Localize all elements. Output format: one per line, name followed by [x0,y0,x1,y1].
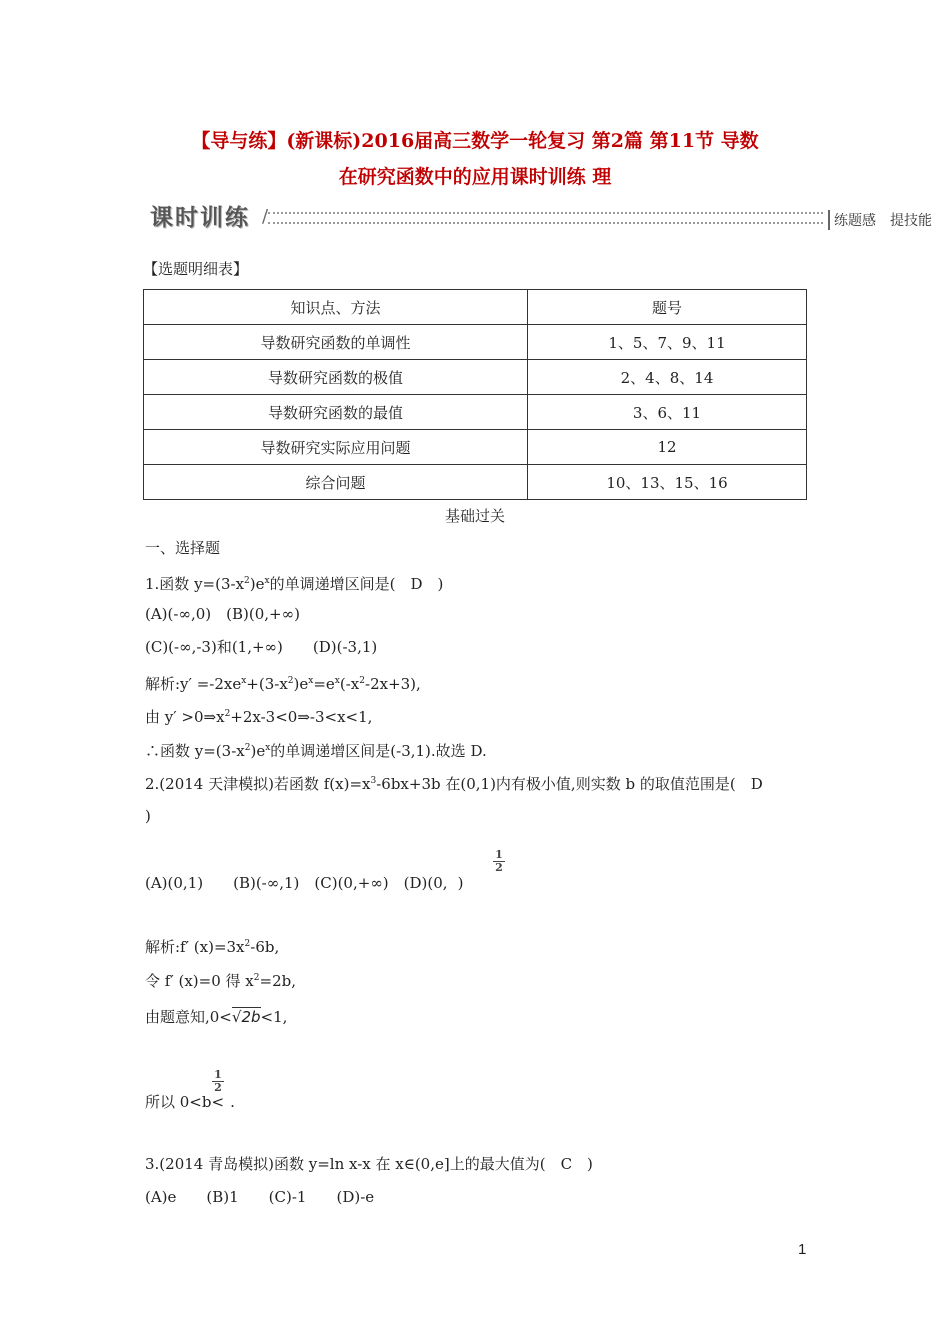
q2-fraction-one-half-2 [212,1069,224,1094]
fraction-numerator: 1 [495,848,503,861]
q2-solution-line-3: 由题意知,0<√2b<1, [145,1008,288,1026]
banner-dotted-rule [268,212,823,224]
table-cell: 1、5、7、9、11 [528,325,807,360]
table-row [144,430,807,465]
table-header-row [144,290,807,325]
q2-stem: 2.(2014 天津模拟)若函数 $f(x)=x^3-6bx+3b$ 在(0,1)内有极小值,则实数 b 的取值范围是( D [145,775,763,793]
table-heading: 【选题明细表】 [143,260,249,278]
q1-solution-line-3: ∴函数 $y=(3-x^2)e^x$的单调递增区间是(-3,1).故选 D. [145,742,487,760]
table-row [144,325,807,360]
document-title-line-2: 在研究函数中的应用课时训练 理 [338,166,612,188]
selection-table [143,289,807,500]
banner-slash-icon: / [262,206,269,227]
section-title: 基础过关 [444,507,505,525]
q1-solution-line-2: 由 $y' >0\Rightarrow x^2+2x-3<0\Rightarrow-3<x<1$, [145,708,373,726]
banner-label: 课时训练 [150,205,250,231]
fraction-denominator: 2 [493,861,505,874]
table-header-cell: 题号 [528,290,807,325]
table-row [144,395,807,430]
table-cell: 导数研究函数的极值 [144,360,528,395]
table-cell: 10、13、15、16 [528,465,807,500]
table-cell: 综合问题 [144,465,528,500]
table-cell: 导数研究函数的最值 [144,395,528,430]
table-cell: 2、4、8、14 [528,360,807,395]
q3-stem: 3.(2014 青岛模拟)函数 y=ln x-x 在 x∈(0,e]上的最大值为( C ) [145,1155,593,1173]
table-header-cell: 知识点、方法 [144,290,528,325]
q3-options: (A)e (B)1 (C)-1 (D)-e [145,1188,375,1206]
table-cell: 12 [528,430,807,465]
q2-solution-line-4: 所以 0<b< . [145,1093,235,1111]
part-title: 一、选择题 [145,539,221,557]
table-cell: 导数研究函数的单调性 [144,325,528,360]
q1-solution-line-1: 解析:y′ $=-2xe^x+(3-x^2)e^x=e^x(-x^2-2x+3)$, [145,675,421,693]
table-cell: 3、6、11 [528,395,807,430]
q2-options: (A)(0,1) (B)(-∞,1) (C)(0,+∞) (D)(0, ) [145,874,464,892]
q1-options-cd: (C)(-∞,-3)和(1,+∞) (D)(-3,1) [145,638,378,656]
banner-right-text: 练题感 提技能 [828,210,932,230]
q1-options-ab: (A)(-∞,0) (B)(0,+∞) [145,605,300,623]
table-row [144,465,807,500]
sqrt-2b: √2b [231,1008,261,1026]
q2-solution-line-1: 解析:f′ $(x)=3x^2-6b$, [145,938,280,956]
q2-solution-line-2: 令 f′ (x)=0 得 $x^2=2b$, [145,972,296,990]
fraction-numerator: 1 [214,1068,222,1081]
q2-fraction-one-half [493,849,505,874]
page-number: 1 [798,1241,807,1258]
q2-stem-end: ) [145,807,151,825]
q1-stem: 1.函数 $y=(3-x^2)e^x$的单调递增区间是( D ) [145,575,444,593]
table-cell: 导数研究实际应用问题 [144,430,528,465]
table-row [144,360,807,395]
document-title-line-1: 【导与练】(新课标)2016届高三数学一轮复习 第2篇 第11节 导数 [191,130,759,152]
fraction-denominator: 2 [212,1081,224,1094]
